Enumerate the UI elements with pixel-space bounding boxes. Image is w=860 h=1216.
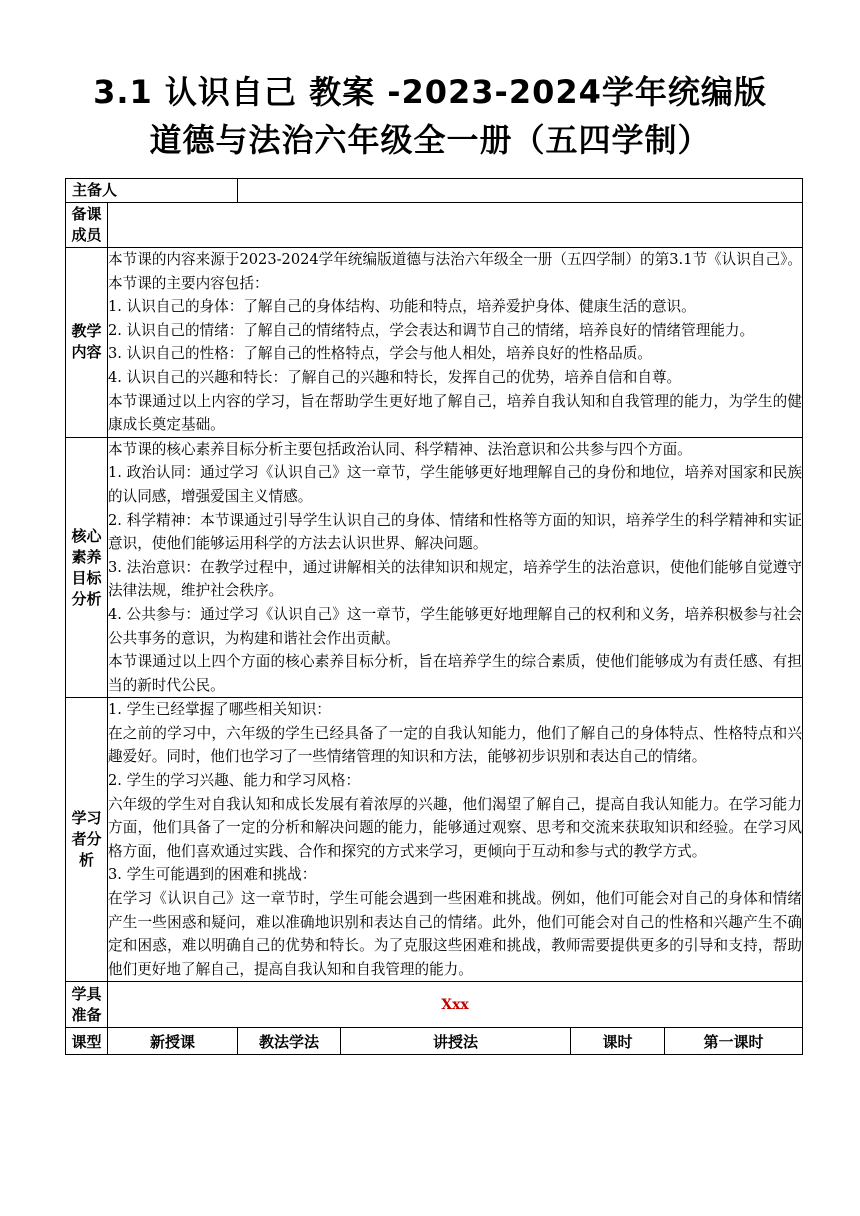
core-label-line3: 目标 [71, 568, 102, 587]
students-text [108, 698, 803, 982]
method-label: 教法学法 [238, 1028, 341, 1055]
students-paragraph: 1. 学生已经掌握了哪些相关知识： [108, 701, 331, 719]
lesson-plan-table [65, 178, 803, 1055]
document-title [0, 68, 860, 164]
students-paragraph: 在学习《认识自己》这一章节时，学生可能会遇到一些困难和挑战。例如，他们可能会对自己的身体和情绪产生一些困惑和疑问，难以准确地识别和表达自己的情绪。此外，他们可能会对自己的性格和兴趣产生不确定和困惑，难以明确自己的优势和特长。为了克服这些困难和挑战，教师需要提供更多的引导和支持，帮助他们更好地了解自己，提高自我认知和自我管理的能力。 [108, 890, 802, 978]
lesson-type-value: 新授课 [108, 1028, 238, 1055]
tools-value: Xxx [108, 982, 803, 1028]
members-label-line2: 成员 [71, 226, 102, 244]
core-label-line4: 分析 [71, 589, 102, 608]
core-paragraph: 本节课的核心素养目标分析主要包括政治认同、科学精神、法治意识和公共参与四个方面。 [108, 440, 692, 458]
core-label-line1: 核心 [71, 526, 102, 545]
core-label-line2: 素养 [71, 547, 102, 566]
period-value: 第一课时 [665, 1028, 803, 1055]
row-core-literacy [66, 437, 803, 698]
students-label [66, 698, 108, 982]
core-paragraph: 4. 公共参与：通过学习《认识自己》这一章节，学生能够更好地理解自己的权利和义务，培养积极参与社会公共事务的意识，为构建和谐社会作出贡献。 [108, 605, 802, 647]
students-paragraph: 2. 学生的学习兴趣、能力和学习风格： [108, 772, 361, 790]
row-tools [66, 982, 803, 1028]
tools-label-line2: 准备 [71, 1005, 102, 1024]
content-paragraph: 3. 认识自己的性格：了解自己的性格特点，学会与他人相处，培养良好的性格品质。 [108, 345, 652, 363]
method-value: 讲授法 [341, 1028, 571, 1055]
students-label-line2: 者分 [71, 830, 102, 849]
content-paragraph: 1. 认识自己的身体：了解自己的身体结构、功能和特点，培养爱护身体、健康生活的意识。 [108, 298, 696, 316]
content-text [108, 248, 803, 438]
students-label-line1: 学习 [71, 809, 102, 828]
row-members [66, 203, 803, 248]
lesson-type-label: 课型 [66, 1028, 108, 1055]
title-line-1: 3.1 认识自己 教案 -2023-2024学年统编版 [93, 73, 767, 111]
lead-teacher-value [238, 179, 803, 203]
lead-teacher-label: 主备人 [66, 179, 238, 203]
core-paragraph: 1. 政治认同：通过学习《认识自己》这一章节，学生能够更好地理解自己的身份和地位，培养对国家和民族的认同感，增强爱国主义情感。 [108, 464, 802, 505]
content-label-line1: 教学 [71, 322, 102, 341]
content-paragraph: 4. 认识自己的兴趣和特长：了解自己的兴趣和特长，发挥自己的优势，培养自信和自尊。 [108, 368, 682, 386]
core-paragraph: 2. 科学精神：本节课通过引导学生认识自己的身体、情绪和性格等方面的知识，培养学生的科学精神和实证意识，使他们能够运用科学的方法去认识世界、解决问题。 [108, 511, 802, 553]
title-line-2: 道德与法治六年级全一册（五四学制） [149, 121, 711, 159]
core-paragraph: 本节课通过以上四个方面的核心素养目标分析，旨在培养学生的综合素质，使他们能够成为有责任感、有担当的新时代公民。 [108, 653, 802, 694]
members-label [66, 203, 108, 248]
tools-label [66, 982, 108, 1028]
core-paragraph: 3. 法治意识：在教学过程中，通过讲解相关的法律知识和规定，培养学生的法治意识，使他们能够自觉遵守法律法规，维护社会秩序。 [108, 558, 802, 600]
row-lesson-info [66, 1028, 803, 1055]
content-label [66, 248, 108, 438]
content-paragraph: 本节课的内容来源于2023-2024学年统编版道德与法治六年级全一册（五四学制）的第3.1节《认识自己》。本节课的主要内容包括： [108, 251, 802, 292]
row-lead-teacher [66, 179, 803, 203]
period-label: 课时 [571, 1028, 665, 1055]
core-label [66, 437, 108, 698]
students-paragraph: 在之前的学习中，六年级的学生已经具备了一定的自我认知能力，他们了解自己的身体特点、性格特点和兴趣爱好。同时，他们也学习了一些情绪管理的知识和方法，能够初步识别和表达自己的情绪。 [108, 724, 802, 766]
content-paragraph: 2. 认识自己的情绪：了解自己的情绪特点，学会表达和调节自己的情绪，培养良好的情绪管理能力。 [108, 321, 755, 339]
students-label-line3: 析 [78, 851, 94, 870]
members-value [108, 203, 803, 248]
core-text [108, 437, 803, 698]
content-paragraph: 本节课通过以上内容的学习，旨在帮助学生更好地了解自己，培养自我认知和自我管理的能力，为学生的健康成长奠定基础。 [108, 392, 802, 434]
students-paragraph: 六年级的学生对自我认知和成长发展有着浓厚的兴趣，他们渴望了解自己，提高自我认知能力。在学习能力方面，他们具备了一定的分析和解决问题的能力，能够通过观察、思考和交流来获取知识和经验。在学习风格方面，他们喜欢通过实践、合作和探究的方式来学习，更倾向于互动和参与式的教学方式。 [108, 795, 802, 860]
content-label-line2: 内容 [71, 343, 102, 362]
row-content [66, 248, 803, 438]
tools-label-line1: 学具 [71, 984, 102, 1003]
members-label-line1: 备课 [71, 205, 102, 223]
row-learner-analysis [66, 698, 803, 982]
students-paragraph: 3. 学生可能遇到的困难和挑战： [108, 866, 317, 884]
